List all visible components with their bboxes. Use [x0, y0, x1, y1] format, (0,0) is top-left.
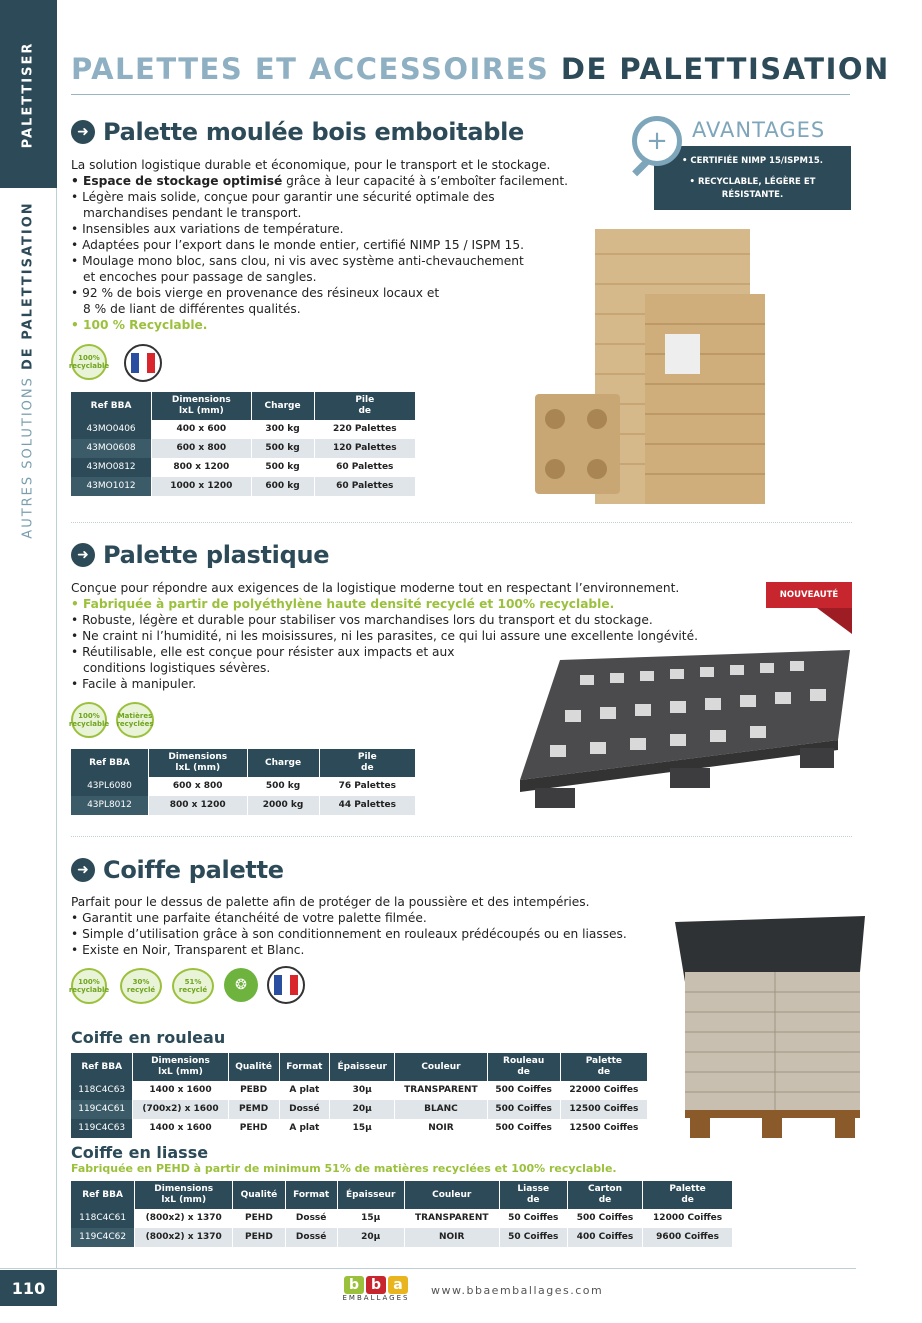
table-header-cell: Format [279, 1053, 329, 1081]
description-line: • Espace de stockage optimisé grâce à leur capacité à s’emboîter facilement. [71, 174, 569, 188]
table-header-cell: Dimensions lxL (mm) [152, 392, 251, 420]
description-line: • Fabriquée à partir de polyéthylène haute densité recyclé et 100% recyclable. [71, 597, 615, 611]
table-cell: 120 Palettes [314, 439, 415, 458]
description-line: • Existe en Noir, Transparent et Blanc. [71, 943, 305, 957]
table-cell: TRANSPARENT [404, 1209, 499, 1228]
table-cell: 600 x 800 [152, 439, 251, 458]
description-line: • Moulage mono bloc, sans clou, ni vis avec système anti-chevauchement [71, 254, 524, 268]
table-cell: 600 kg [251, 477, 314, 496]
table-header-cell: Ref BBA [71, 749, 148, 777]
table-cell: Dossé [285, 1228, 337, 1247]
table-cell: 500 Coiffes [567, 1209, 642, 1228]
table-header-cell: Ref BBA [71, 1181, 135, 1209]
made-in-france-badge [124, 344, 162, 382]
table-cell: 119C4C61 [71, 1100, 133, 1119]
table-header-row [71, 392, 416, 420]
description-line: • Robuste, légère et durable pour stabiliser vos marchandises lors du transport et du stockage. [71, 613, 653, 627]
table-cell: 500 kg [251, 439, 314, 458]
table-header-cell: Pile de [319, 749, 415, 777]
section-heading-palette-plastique: ➜ Palette plastique [71, 541, 329, 569]
table-cell: 12500 Coiffes [560, 1119, 647, 1138]
sidebar-tab-label: PALETTISER [20, 41, 36, 149]
table-cell: 119C4C63 [71, 1119, 133, 1138]
table-header-row [71, 749, 416, 777]
table-cell: 500 Coiffes [487, 1100, 560, 1119]
recycled-material-badge: Matières recyclées [116, 702, 154, 738]
table-header-cell: Dimensions lxL (mm) [135, 1181, 233, 1209]
table-row [71, 1100, 648, 1119]
page-title: PALETTES ET ACCESSOIRES DE PALETTISATION [71, 52, 890, 86]
palette-moulee-table [71, 392, 416, 496]
table-header-cell: Épaisseur [330, 1053, 395, 1081]
table-header-cell: Ref BBA [71, 1053, 133, 1081]
table-cell: Dossé [279, 1100, 329, 1119]
eco-leaf-icon: ❂ [224, 968, 258, 1002]
pallet-cover-photo [665, 912, 870, 1142]
table-cell: 500 Coiffes [487, 1081, 560, 1100]
table-cell: 1400 x 1600 [133, 1119, 228, 1138]
table-row [71, 796, 416, 815]
section3-description [71, 894, 627, 958]
table-cell: 15µ [330, 1119, 395, 1138]
arrow-right-icon: ➜ [71, 858, 95, 882]
table-header-cell: Dimensions lxL (mm) [148, 749, 247, 777]
bba-logo: b b a EMBALLAGES [342, 1277, 410, 1302]
description-line: Conçue pour répondre aux exigences de la logistique moderne tout en respectant l’environnement. [71, 581, 680, 595]
table-cell: 60 Palettes [314, 477, 415, 496]
table-header-cell: Dimensions lxL (mm) [133, 1053, 228, 1081]
section-separator [71, 522, 852, 523]
recycled-30-badge: 30% recyclé [120, 968, 162, 1004]
table-cell: 20µ [337, 1228, 404, 1247]
table-cell: 300 kg [251, 420, 314, 439]
table-cell: 1400 x 1600 [133, 1081, 228, 1100]
table-cell: 50 Coiffes [499, 1209, 567, 1228]
description-line: • Garantit une parfaite étanchéité de votre palette filmée. [71, 911, 427, 925]
arrow-right-icon: ➜ [71, 120, 95, 144]
table-cell: 43MO1012 [71, 477, 152, 496]
description-line: marchandises pendant le transport. [83, 206, 302, 220]
coiffe-liasse-subtitle: Fabriquée en PEHD à partir de minimum 51% de matières recyclées et 100% recyclable. [71, 1162, 617, 1175]
table-cell: 15µ [337, 1209, 404, 1228]
table-cell: 220 Palettes [314, 420, 415, 439]
table-cell: BLANC [395, 1100, 487, 1119]
table-header-cell: Pile de [314, 392, 415, 420]
coiffe-liasse-title: Coiffe en liasse [71, 1143, 209, 1162]
description-line: • Facile à manipuler. [71, 677, 197, 691]
description-line: • Réutilisable, elle est conçue pour résister aux impacts et aux [71, 645, 455, 659]
avantages-box [646, 118, 851, 210]
table-cell: 12500 Coiffes [560, 1100, 647, 1119]
nouveaute-badge: NOUVEAUTÉ [766, 582, 852, 608]
magnifier-plus-icon: + [632, 116, 682, 166]
description-line: • Simple d’utilisation grâce à son conditionnement en rouleaux prédécoupés ou en liasses. [71, 927, 627, 941]
coiffe-liasse-table [71, 1181, 733, 1247]
table-cell: 12000 Coiffes [643, 1209, 733, 1228]
table-header-cell: Palette de [643, 1181, 733, 1209]
table-header-cell: Carton de [567, 1181, 642, 1209]
table-cell: 43MO0812 [71, 458, 152, 477]
table-row [71, 1081, 648, 1100]
table-cell: 43PL6080 [71, 777, 148, 796]
table-cell: (800x2) x 1370 [135, 1209, 233, 1228]
table-header-row [71, 1053, 648, 1081]
arrow-right-icon: ➜ [71, 543, 95, 567]
table-cell: 800 x 1200 [152, 458, 251, 477]
table-header-cell: Ref BBA [71, 392, 152, 420]
table-cell: 50 Coiffes [499, 1228, 567, 1247]
table-cell: Dossé [285, 1209, 337, 1228]
table-cell: (700x2) x 1600 [133, 1100, 228, 1119]
table-cell: 44 Palettes [319, 796, 415, 815]
avantages-list: • CERTIFIÉE NIMP 15/ISPM15. • RECYCLABLE, LÉGÈRE ET RÉSISTANTE. [654, 146, 851, 210]
table-cell: PEHD [228, 1119, 279, 1138]
description-line: La solution logistique durable et économique, pour le transport et le stockage. [71, 158, 551, 172]
table-cell: 9600 Coiffes [643, 1228, 733, 1247]
coiffe-rouleau-table [71, 1053, 648, 1138]
table-row [71, 439, 416, 458]
plastic-pallet-photo [520, 640, 852, 810]
table-cell: 2000 kg [247, 796, 319, 815]
table-cell: 43MO0608 [71, 439, 152, 458]
table-cell: 20µ [330, 1100, 395, 1119]
coiffe-rouleau-title: Coiffe en rouleau [71, 1028, 226, 1047]
table-header-cell: Couleur [395, 1053, 487, 1081]
table-header-cell: Qualité [228, 1053, 279, 1081]
description-line: et encoches pour passage de sangles. [83, 270, 317, 284]
table-cell: 118C4C63 [71, 1081, 133, 1100]
sidebar-tab [0, 0, 57, 188]
table-cell: 22000 Coiffes [560, 1081, 647, 1100]
description-line: • Insensibles aux variations de température. [71, 222, 344, 236]
table-row [71, 1119, 648, 1138]
recyclable-badge: 100% recyclable [71, 702, 107, 738]
table-cell: 60 Palettes [314, 458, 415, 477]
section1-description [71, 157, 568, 333]
table-cell: 600 x 800 [148, 777, 247, 796]
table-cell: PEMD [228, 1100, 279, 1119]
page-number: 110 [0, 1270, 57, 1306]
table-cell: 118C4C61 [71, 1209, 135, 1228]
nouveaute-ribbon-tail [817, 608, 852, 634]
table-cell: PEHD [233, 1209, 286, 1228]
description-line: conditions logistiques sévères. [83, 661, 271, 675]
table-row [71, 458, 416, 477]
table-cell: A plat [279, 1081, 329, 1100]
table-header-cell: Épaisseur [337, 1181, 404, 1209]
table-header-row [71, 1181, 733, 1209]
table-cell: A plat [279, 1119, 329, 1138]
table-row [71, 477, 416, 496]
table-cell: 400 Coiffes [567, 1228, 642, 1247]
table-cell: 43PL8012 [71, 796, 148, 815]
title-divider [71, 94, 850, 95]
section-heading-palette-moulee: ➜ Palette moulée bois emboitable [71, 118, 524, 146]
table-cell: 500 kg [247, 777, 319, 796]
section-heading-coiffe-palette: ➜ Coiffe palette [71, 856, 284, 884]
section-separator [71, 836, 852, 837]
table-header-cell: Palette de [560, 1053, 647, 1081]
table-cell: PEHD [233, 1228, 286, 1247]
table-cell: NOIR [395, 1119, 487, 1138]
table-header-cell: Couleur [404, 1181, 499, 1209]
table-cell: (800x2) x 1370 [135, 1228, 233, 1247]
palette-plastique-table [71, 749, 416, 815]
recyclable-badge: 100% recyclable [71, 344, 107, 380]
table-cell: NOIR [404, 1228, 499, 1247]
table-cell: 119C4C62 [71, 1228, 135, 1247]
website-link[interactable]: www.bbaemballages.com [431, 1284, 604, 1297]
table-row [71, 1228, 733, 1247]
description-line: • Ne craint ni l’humidité, ni les moisissures, ni les parasites, ce qui lui assure une excellente longévité. [71, 629, 698, 643]
avantages-label: AVANTAGES [692, 118, 826, 142]
table-cell: 30µ [330, 1081, 395, 1100]
table-cell: PEBD [228, 1081, 279, 1100]
description-line: • 92 % de bois vierge en provenance des résineux locaux et [71, 286, 440, 300]
table-cell: 43MO0406 [71, 420, 152, 439]
table-header-cell: Charge [247, 749, 319, 777]
description-line: • Légère mais solide, conçue pour garantir une sécurité optimale des [71, 190, 495, 204]
made-in-france-badge [267, 966, 305, 1004]
description-line: 8 % de liant de différentes qualités. [83, 302, 301, 316]
table-cell: 400 x 600 [152, 420, 251, 439]
recyclable-badge: 100% recyclable [71, 968, 107, 1004]
table-header-cell: Liasse de [499, 1181, 567, 1209]
table-row [71, 777, 416, 796]
sidebar-divider [56, 188, 57, 1268]
description-line: • 100 % Recyclable. [71, 318, 208, 332]
table-cell: 500 Coiffes [487, 1119, 560, 1138]
table-header-cell: Format [285, 1181, 337, 1209]
wood-pallets-photo [535, 224, 765, 510]
recycled-51-badge: 51% recyclé [172, 968, 214, 1004]
table-row [71, 1209, 733, 1228]
table-header-cell: Rouleau de [487, 1053, 560, 1081]
table-header-cell: Qualité [233, 1181, 286, 1209]
table-cell: 1000 x 1200 [152, 477, 251, 496]
table-cell: TRANSPARENT [395, 1081, 487, 1100]
table-cell: 800 x 1200 [148, 796, 247, 815]
description-line: Parfait pour le dessus de palette afin de protéger de la poussière et des intempéries. [71, 895, 590, 909]
table-cell: 500 kg [251, 458, 314, 477]
footer-divider [0, 1268, 856, 1269]
description-line: • Adaptées pour l’export dans le monde entier, certifié NIMP 15 / ISPM 15. [71, 238, 524, 252]
table-header-cell: Charge [251, 392, 314, 420]
table-row [71, 420, 416, 439]
table-cell: 76 Palettes [319, 777, 415, 796]
sidebar-section-label: AUTRES SOLUTIONS DE PALETTISATION [20, 201, 36, 539]
